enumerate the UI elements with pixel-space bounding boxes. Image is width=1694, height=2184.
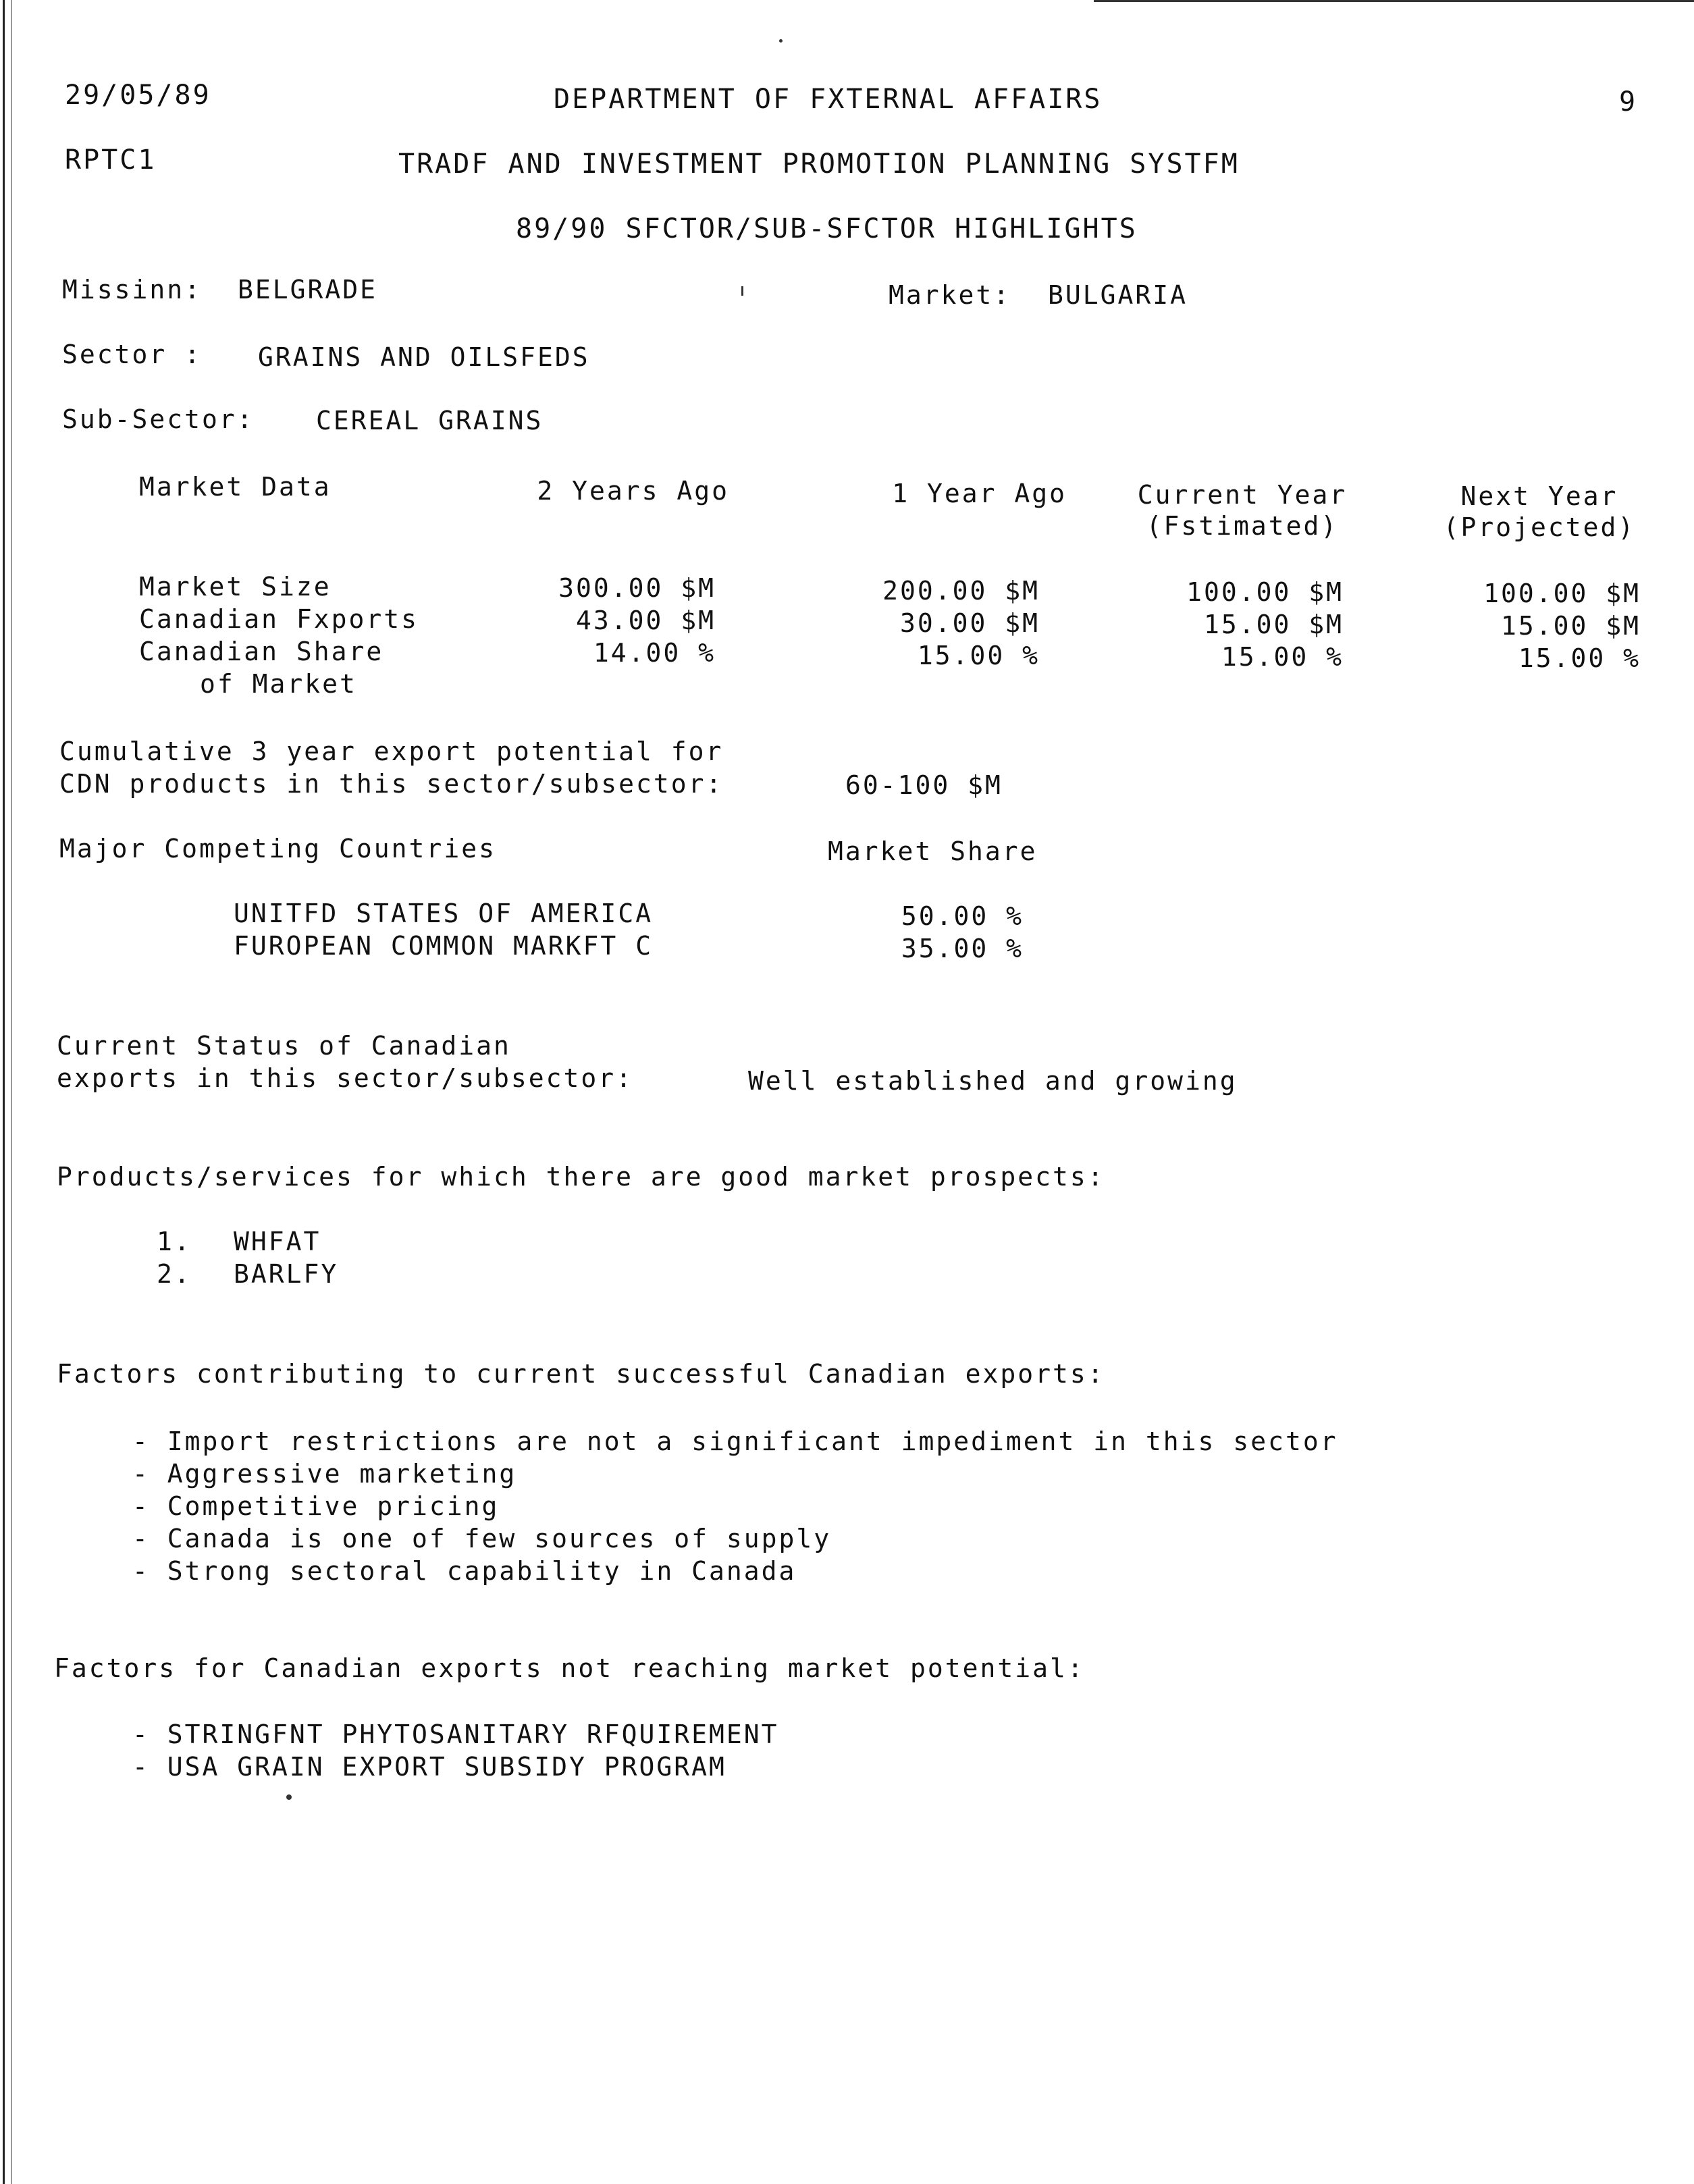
table-cell: 30.00 $M: [899, 608, 1040, 638]
table-cell: 14.00 %: [593, 638, 716, 668]
scan-edge-line: [3, 0, 5, 2184]
success-factor-item: - Aggressive marketing: [132, 1459, 517, 1489]
current-status-value: Well established and growing: [748, 1066, 1238, 1096]
table-cell: 15.00 %: [1221, 642, 1344, 672]
scan-speck: [779, 39, 783, 43]
market-label: Market:: [889, 280, 1011, 310]
column-header-2-years-ago: 2 Years Ago: [537, 476, 729, 506]
market-value: BULGARIA: [1048, 280, 1188, 310]
competitors-title: Major Competing Countries: [59, 834, 496, 863]
table-cell: 15.00 $M: [1203, 610, 1344, 639]
table-cell: 15.00 %: [917, 641, 1040, 670]
row-label-canadian-share: Canadian Share: [139, 637, 384, 666]
sub-sector-value: CEREAL GRAINS: [316, 406, 544, 435]
export-potential-line1: Cumulative 3 year export potential for: [59, 737, 724, 766]
column-header-1-year-ago: 1 Year Ago: [892, 479, 1067, 508]
competitors-share-header: Market Share: [828, 836, 1038, 866]
column-header-current-year: Current Year: [1137, 480, 1348, 510]
mission-value: BELGRADE: [238, 275, 378, 304]
row-label-market-size: Market Size: [139, 572, 332, 602]
column-header-next-year-note: (Projected): [1443, 512, 1636, 542]
scan-edge-line-secondary: [11, 0, 12, 2184]
report-code: RPTC1: [65, 144, 157, 176]
shortfall-factor-item: - STRINGFNT PHYTOSANITARY RFQUIREMENT: [132, 1720, 779, 1749]
competitor-share: 50.00 %: [901, 901, 1024, 931]
mission-label: Missinn:: [62, 275, 203, 304]
department-title: DEPARTMENT OF FXTERNAL AFFAIRS: [554, 84, 1103, 115]
scan-speck: [286, 1794, 292, 1800]
table-cell: 15.00 $M: [1500, 611, 1641, 641]
current-status-line2: exports in this sector/subsector:: [57, 1063, 633, 1093]
product-name: WHFAT: [234, 1227, 321, 1256]
shortfall-factor-item: - USA GRAIN EXPORT SUBSIDY PROGRAM: [132, 1752, 726, 1782]
table-cell: 100.00 $M: [1483, 579, 1641, 608]
competitor-name: FUROPEAN COMMON MARKFT C: [234, 931, 654, 961]
column-header-current-year-note: (Fstimated): [1146, 511, 1339, 541]
sub-sector-label: Sub-Sector:: [62, 404, 255, 434]
competitor-name: UNITFD STATES OF AMERICA: [234, 899, 654, 928]
success-factors-title: Factors contributing to current successful Canadian exports:: [57, 1359, 1105, 1389]
success-factor-item: - Strong sectoral capability in Canada: [132, 1556, 797, 1586]
table-cell: 100.00 $M: [1186, 577, 1344, 607]
table-cell: 15.00 %: [1518, 643, 1641, 673]
product-number: 1.: [157, 1227, 192, 1256]
sector-label: Sector :: [62, 340, 203, 369]
competitor-share: 35.00 %: [901, 934, 1024, 963]
product-number: 2.: [157, 1259, 192, 1289]
column-header-next-year: Next Year: [1460, 481, 1618, 511]
report-date: 29/05/89: [65, 80, 211, 111]
success-factor-item: - Canada is one of few sources of supply: [132, 1524, 832, 1553]
shortfall-factors-title: Factors for Canadian exports not reaching market potential:: [54, 1653, 1085, 1683]
current-status-line1: Current Status of Canadian: [57, 1031, 511, 1061]
table-cell: 200.00 $M: [882, 576, 1040, 606]
report-subtitle: 89/90 SFCTOR/SUB-SFCTOR HIGHLIGHTS: [516, 213, 1138, 244]
products-title: Products/services for which there are good market prospects:: [57, 1162, 1105, 1192]
row-label-canadian-share-line2: of Market: [200, 669, 357, 699]
success-factor-item: - Import restrictions are not a significant impediment in this sector: [132, 1427, 1338, 1456]
scan-speck: [741, 286, 743, 296]
success-factor-item: - Competitive pricing: [132, 1491, 500, 1521]
sector-value: GRAINS AND OILSFEDS: [258, 342, 590, 372]
table-cell: 300.00 $M: [558, 573, 716, 603]
page-number: 9: [1619, 86, 1638, 117]
export-potential-line2: CDN products in this sector/subsector:: [59, 769, 724, 799]
market-data-title: Market Data: [139, 472, 332, 502]
row-label-canadian-exports: Canadian Fxports: [139, 604, 419, 634]
scan-top-line: [1094, 0, 1694, 2]
export-potential-value: 60-100 $M: [845, 770, 1003, 800]
table-cell: 43.00 $M: [575, 606, 716, 635]
product-name: BARLFY: [234, 1259, 339, 1289]
system-title: TRADF AND INVESTMENT PROMOTION PLANNING SYSTFM: [398, 149, 1240, 180]
